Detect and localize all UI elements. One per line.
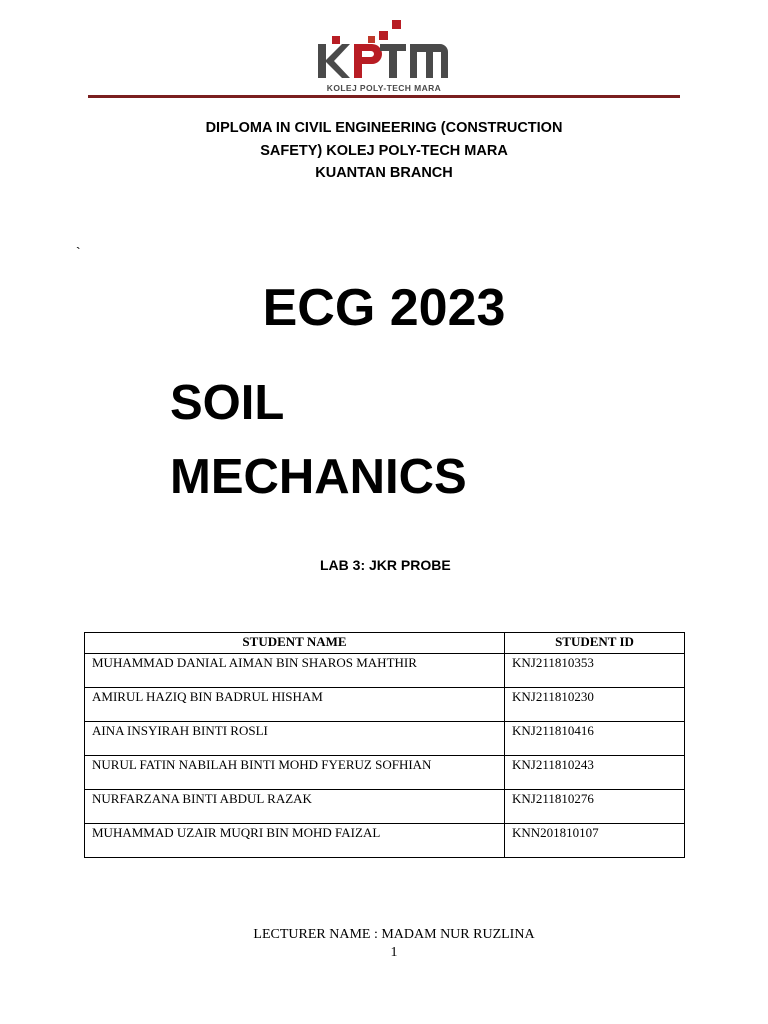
- student-id: KNN201810107: [505, 824, 685, 858]
- student-name: AMIRUL HAZIQ BIN BADRUL HISHAM: [85, 688, 505, 722]
- institution-line-1: DIPLOMA IN CIVIL ENGINEERING (CONSTRUCTION: [205, 120, 563, 136]
- student-name: NURUL FATIN NABILAH BINTI MOHD FYERUZ SOFHIAN: [85, 756, 505, 790]
- course-title-line-2: MECHANICS: [170, 450, 467, 504]
- header-student-id: STUDENT ID: [505, 633, 685, 654]
- student-id: KNJ211810243: [505, 756, 685, 790]
- logo-square-dark: [392, 20, 401, 29]
- student-name: AINA INSYIRAH BINTI ROSLI: [85, 722, 505, 756]
- logo-square-red-3: [332, 36, 340, 44]
- logo-letter-k-stem: [318, 44, 326, 78]
- institution-line-2: SAFETY) KOLEJ POLY-TECH MARA: [260, 142, 508, 159]
- logo-letter-t-stem: [389, 44, 397, 78]
- institution-heading: [120, 117, 648, 185]
- logo-square-red-1: [379, 31, 388, 40]
- logo-square-red-2: [368, 36, 375, 43]
- header-student-name: STUDENT NAME: [85, 633, 505, 654]
- course-code: ECG 2023: [262, 279, 506, 337]
- table-row: [85, 790, 685, 824]
- table-header-row: [85, 633, 685, 654]
- student-name: MUHAMMAD DANIAL AIMAN BIN SHAROS MAHTHIR: [85, 654, 505, 688]
- page-number: 1: [390, 945, 398, 960]
- table-row: [85, 654, 685, 688]
- student-id: KNJ211810276: [505, 790, 685, 824]
- table-row: [85, 756, 685, 790]
- header-divider: [88, 95, 680, 98]
- table-row: [85, 688, 685, 722]
- logo-letter-p: [354, 44, 382, 78]
- stray-mark: `: [76, 244, 81, 260]
- table-row: [85, 722, 685, 756]
- footer: [0, 926, 768, 962]
- lecturer-name: LECTURER NAME : MADAM NUR RUZLINA: [253, 927, 535, 942]
- student-id: KNJ211810353: [505, 654, 685, 688]
- course-title-line-1: SOIL: [170, 376, 285, 430]
- student-name: NURFARZANA BINTI ABDUL RAZAK: [85, 790, 505, 824]
- student-id: KNJ211810230: [505, 688, 685, 722]
- student-id: KNJ211810416: [505, 722, 685, 756]
- students-table: [84, 632, 685, 858]
- table-row: [85, 824, 685, 858]
- kptm-logo: [312, 14, 456, 94]
- student-name: MUHAMMAD UZAIR MUQRI BIN MOHD FAIZAL: [85, 824, 505, 858]
- logo-subtitle: KOLEJ POLY-TECH MARA: [326, 83, 442, 93]
- logo-letter-m: [410, 44, 448, 78]
- course-title: [170, 366, 467, 514]
- institution-line-3: KUANTAN BRANCH: [315, 165, 453, 181]
- logo-letter-k-arm: [326, 44, 350, 78]
- lab-title: LAB 3: JKR PROBE: [320, 557, 451, 573]
